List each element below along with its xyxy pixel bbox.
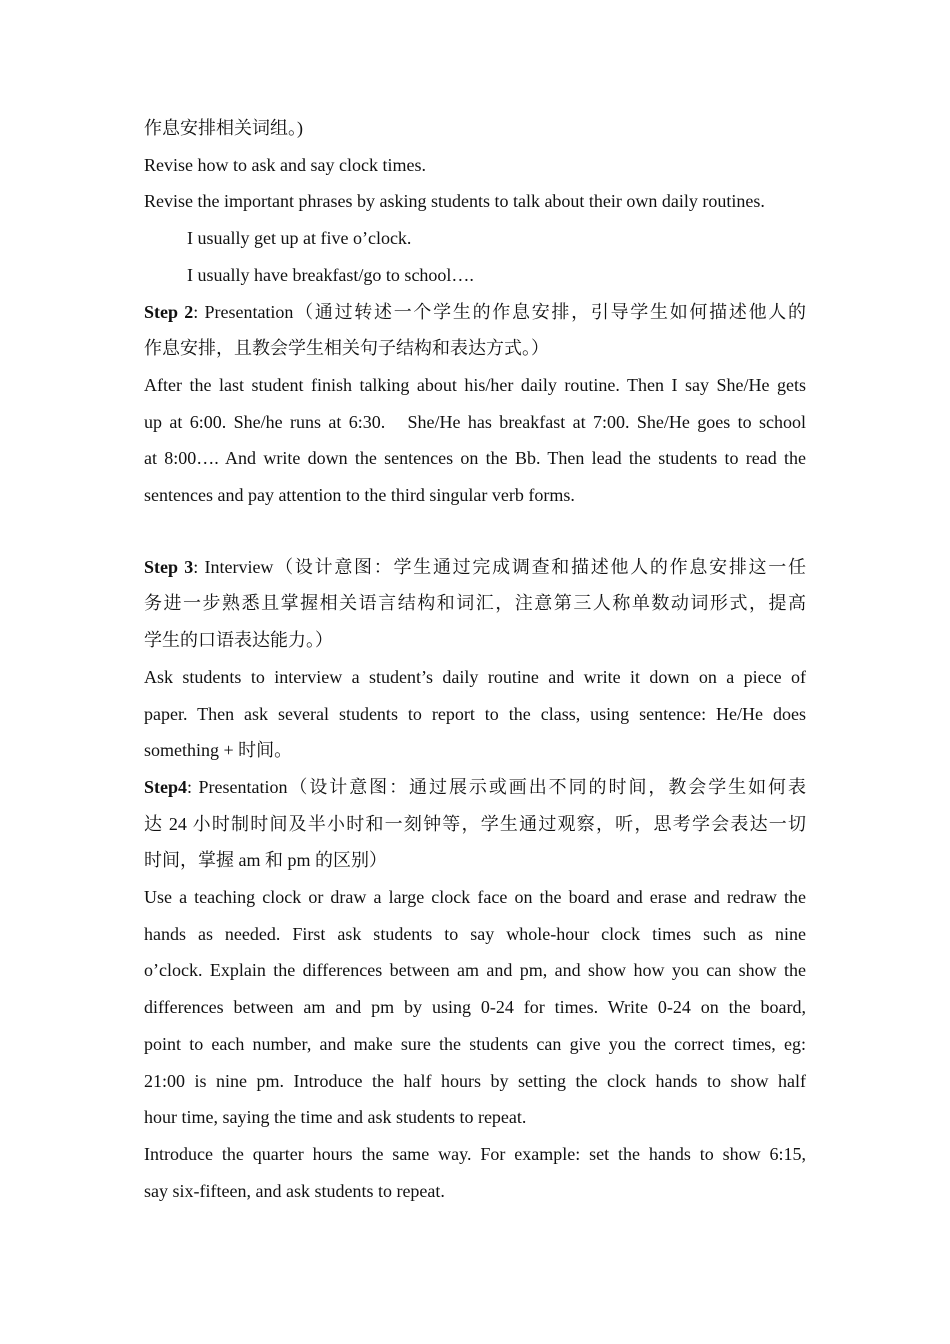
text-line: Use a teaching clock or draw a large clock face on the board and erase and redraw the: [144, 887, 806, 908]
step-4-heading: [144, 769, 806, 806]
text-line: at 8:00…. And write down the sentences on the Bb. Then lead the students to read the: [144, 448, 806, 469]
text-line: 学生的口语表达能力。）: [144, 630, 333, 651]
example-sentence: I usually get up at five o’clock.: [187, 228, 412, 249]
text-line: 21:00 is nine pm. Introduce the half hours by setting the clock hands to show half: [144, 1070, 806, 1091]
text-line: point to each number, and make sure the students can give you the correct times, eg:: [144, 1033, 806, 1054]
step-label: Step4: [144, 776, 188, 797]
paragraph-gap: [144, 514, 806, 549]
text-line: 作息安排相关词组。): [144, 118, 303, 138]
text-line: 时间，掌握 am 和 pm 的区别）: [144, 850, 387, 871]
example-sentence: I usually have breakfast/go to school….: [187, 264, 474, 285]
step-label: Step 2: [144, 301, 194, 322]
text-line: paper. Then ask several students to report to the class, using sentence: He/He does: [144, 703, 806, 724]
text-line: Revise how to ask and say clock times.: [144, 154, 426, 175]
text-line: something + 时间。: [144, 740, 293, 761]
step-description: : Presentation（设计意图：通过展示或画出不同的时间，教会学生如何表: [187, 776, 806, 797]
step-description: : Interview（设计意图：学生通过完成调查和描述他人的作息安排这一任: [193, 556, 806, 577]
text-line: up at 6:00. She/he runs at 6:30. She/He has breakfast at 7:00. She/He goes to school: [144, 411, 806, 432]
text-line: say six-fifteen, and ask students to repeat.: [144, 1180, 445, 1201]
step-2-heading: [144, 294, 806, 331]
text-line: 达 24 小时制时间及半小时和一刻钟等，学生通过观察，听，思考学会表达一切: [144, 813, 806, 834]
text-line: Introduce the quarter hours the same way. For example: set the hands to show 6:15,: [144, 1143, 806, 1164]
text-line: Ask students to interview a student’s daily routine and write it down on a piece of: [144, 666, 806, 687]
text-line: hour time, saying the time and ask students to repeat.: [144, 1107, 527, 1128]
text-line: o’clock. Explain the differences between am and pm, and show how you can show the: [144, 960, 806, 981]
document-page: [144, 110, 806, 1209]
text-line: Revise the important phrases by asking students to talk about their own daily routines.: [144, 191, 765, 212]
text-line: After the last student finish talking about his/her daily routine. Then I say She/He gets: [144, 374, 806, 395]
text-line: 作息安排，且教会学生相关句子结构和表达方式。）: [144, 338, 549, 359]
text-line: hands as needed. First ask students to say whole-hour clock times such as nine: [144, 923, 806, 944]
step-3-heading: [144, 549, 806, 586]
step-description: : Presentation（通过转述一个学生的作息安排，引导学生如何描述他人的: [193, 301, 806, 322]
step-label: Step 3: [144, 556, 194, 577]
text-line: 务进一步熟悉且掌握相关语言结构和词汇，注意第三人称单数动词形式，提高: [144, 593, 806, 614]
text-line: differences between am and pm by using 0-24 for times. Write 0-24 on the board,: [144, 997, 806, 1018]
text-line: sentences and pay attention to the third singular verb forms.: [144, 485, 575, 506]
